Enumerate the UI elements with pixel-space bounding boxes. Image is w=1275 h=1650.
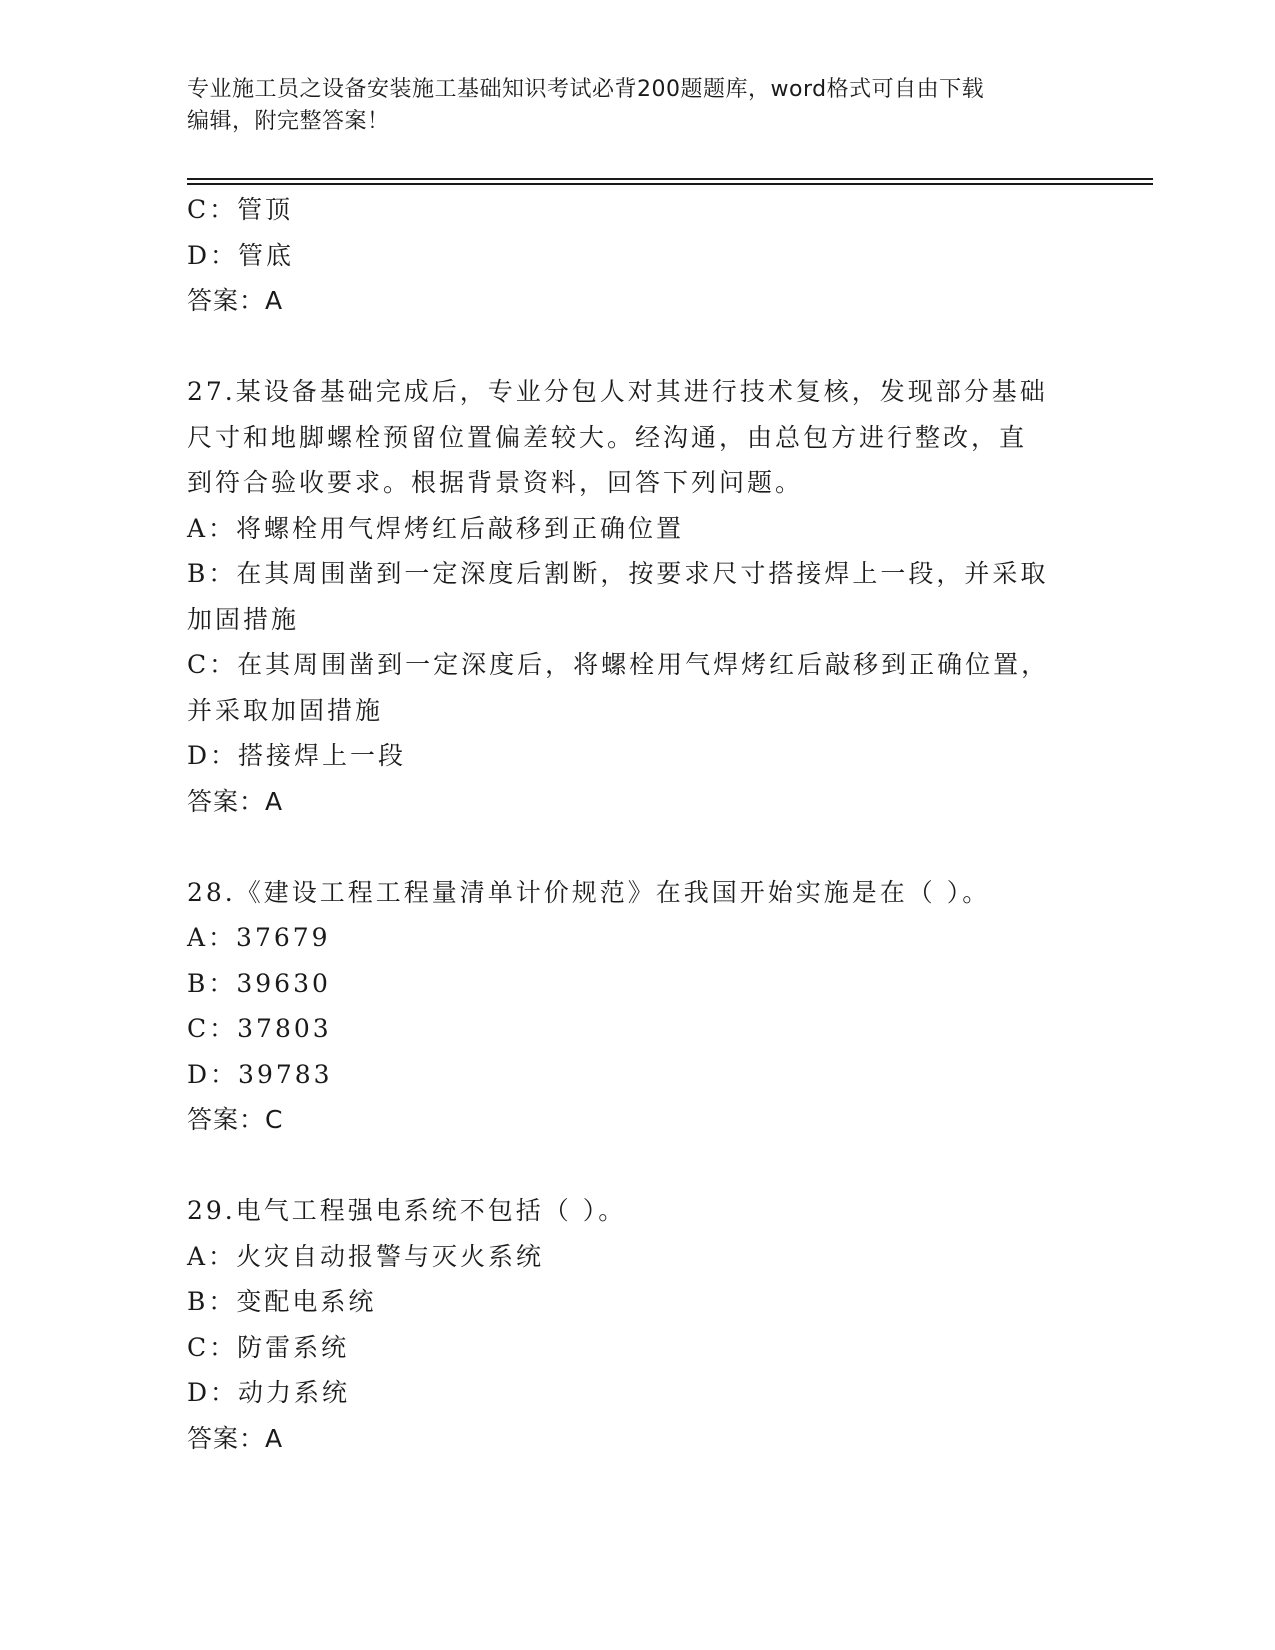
header-divider-bottom bbox=[187, 183, 1153, 185]
question-list bbox=[187, 187, 1087, 1461]
question-27-option-c-line-2: 并采取加固措施 bbox=[187, 695, 384, 725]
question-27-option-b-line-1: B：在其周围凿到一定深度后割断，按要求尺寸搭接焊上一段，并采取 bbox=[187, 559, 1049, 588]
prev-answer: 答案：A bbox=[187, 286, 284, 315]
question-29-option-b: B：变配电系统 bbox=[187, 1287, 377, 1316]
question-29-option-c: C：防雷系统 bbox=[187, 1332, 350, 1362]
header-line-2: 编辑，附完整答案！ bbox=[187, 109, 390, 134]
question-28-option-c: C：37803 bbox=[187, 1014, 332, 1043]
header-line-1: 专业施工员之设备安装施工基础知识考试必背200题题库，word格式可自由下载 bbox=[187, 77, 985, 102]
question-27-answer: 答案：A bbox=[187, 786, 284, 816]
question-27-stem-line-1: 27.某设备基础完成后，专业分包人对其进行技术复核，发现部分基础 bbox=[187, 377, 1048, 406]
prev-option-d: D：管底 bbox=[187, 240, 295, 270]
question-27-stem-line-2: 尺寸和地脚螺栓预留位置偏差较大。经沟通，由总包方进行整改，直 bbox=[187, 422, 1028, 452]
question-29-answer: 答案：A bbox=[187, 1423, 284, 1453]
question-28-option-a: A：37679 bbox=[187, 923, 331, 952]
question-27-stem-line-3: 到符合验收要求。根据背景资料，回答下列问题。 bbox=[187, 468, 804, 497]
question-28-stem: 28.《建设工程工程量清单计价规范》在我国开始实施是在（ ）。 bbox=[187, 877, 991, 907]
question-27-option-a: A：将螺栓用气焊烤红后敲移到正确位置 bbox=[187, 513, 685, 543]
question-29-option-d: D：动力系统 bbox=[187, 1378, 351, 1407]
question-27-option-b-line-2: 加固措施 bbox=[187, 604, 300, 634]
question-29-option-a: A：火灾自动报警与灭火系统 bbox=[187, 1241, 545, 1271]
spacer bbox=[187, 824, 1087, 870]
question-29-stem: 29.电气工程强电系统不包括（ ）。 bbox=[187, 1196, 627, 1225]
spacer bbox=[187, 324, 1087, 370]
question-27-option-d: D：搭接焊上一段 bbox=[187, 741, 407, 770]
spacer bbox=[187, 1143, 1087, 1189]
question-28-answer: 答案：C bbox=[187, 1105, 284, 1134]
question-27-option-c-line-1: C：在其周围凿到一定深度后，将螺栓用气焊烤红后敲移到正确位置， bbox=[187, 650, 1050, 679]
prev-option-c: C：管顶 bbox=[187, 195, 294, 224]
header-divider-top bbox=[187, 178, 1153, 180]
document-header bbox=[187, 74, 1067, 138]
question-28-option-d: D：39783 bbox=[187, 1059, 333, 1089]
question-28-option-b: B：39630 bbox=[187, 968, 331, 998]
